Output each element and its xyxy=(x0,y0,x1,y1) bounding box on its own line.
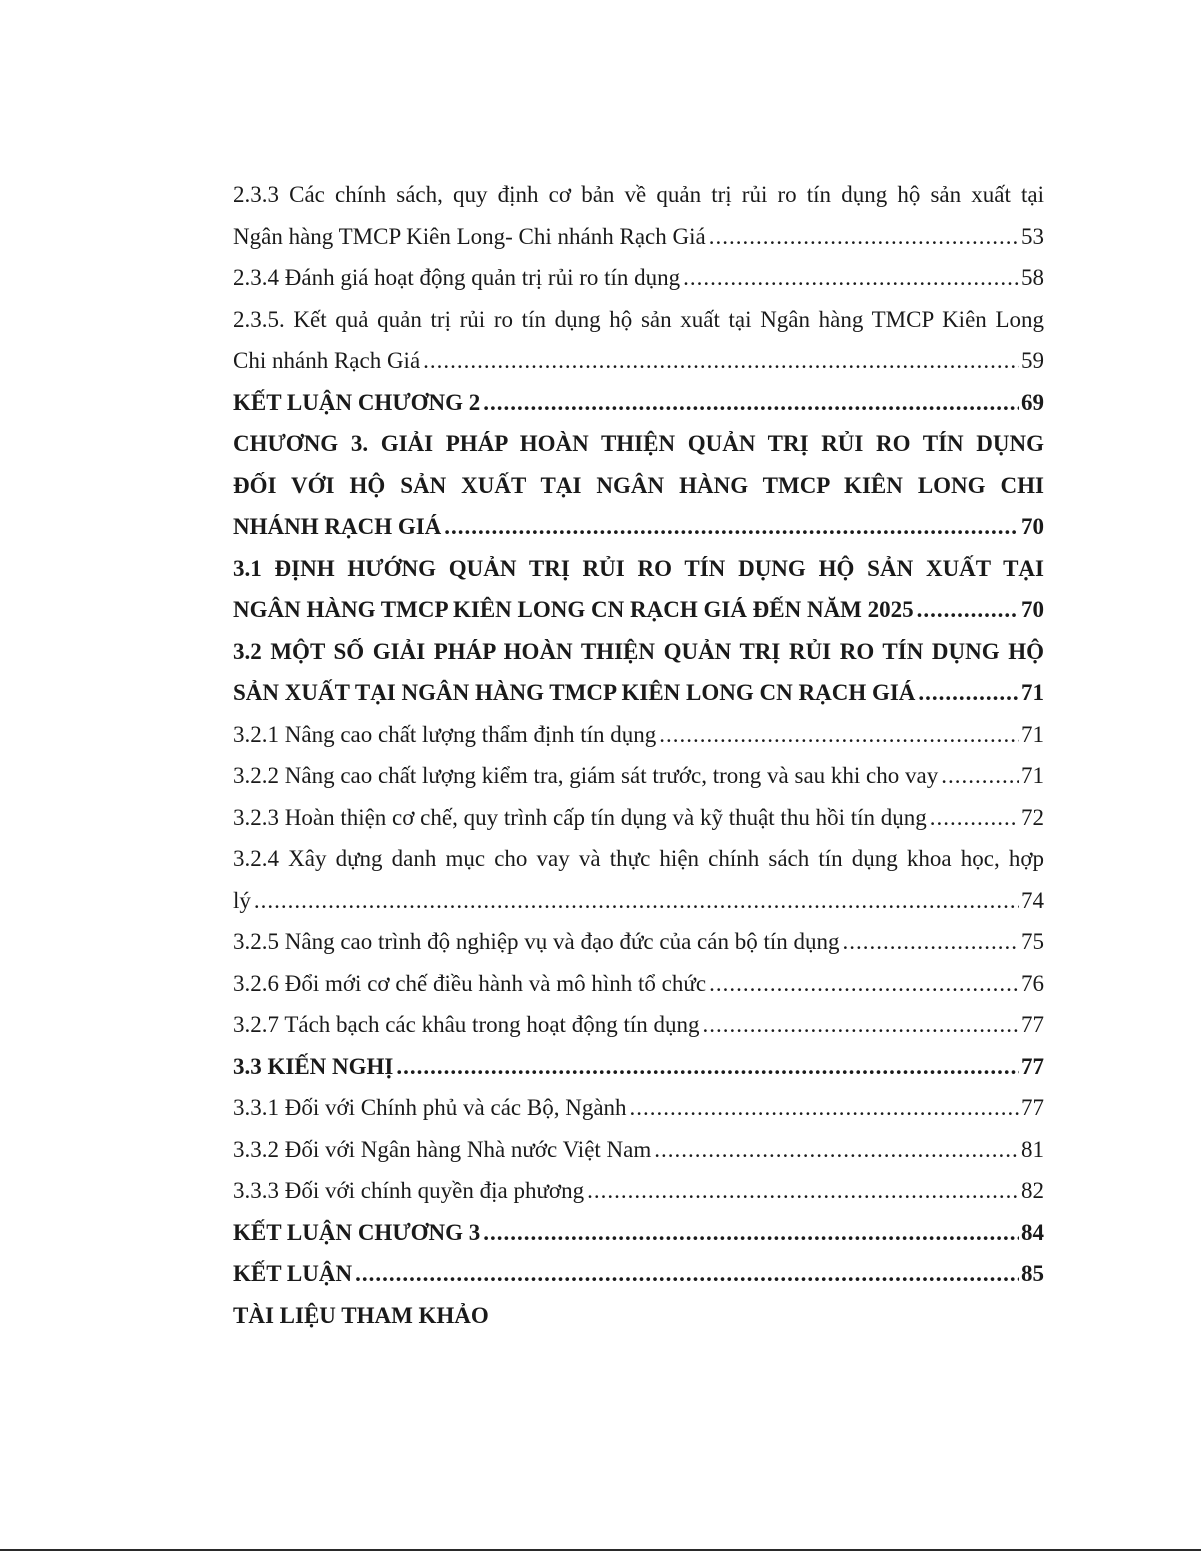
toc-entry[interactable] xyxy=(233,1004,1044,1046)
toc-entry-title[interactable]: 3.1 ĐỊNH HƯỚNG QUẢN TRỊ RỦI RO TÍN DỤNG HỘ SẢN XUẤT TẠI xyxy=(233,555,1044,581)
toc-entry[interactable] xyxy=(233,340,1044,382)
toc-entry-title: Chi nhánh Rạch Giá xyxy=(233,348,421,373)
toc-entry[interactable] xyxy=(233,1170,1044,1212)
toc-entry[interactable] xyxy=(233,714,1044,756)
toc-entry[interactable] xyxy=(233,1087,1044,1129)
toc-entry-title: 3.3.3 Đối với chính quyền địa phương xyxy=(233,1178,585,1203)
toc-entry-title[interactable]: TÀI LIỆU THAM KHẢO xyxy=(233,1302,489,1328)
toc-entry-title: 3.3.2 Đối với Ngân hàng Nhà nước Việt Nam xyxy=(233,1136,652,1162)
toc-entry-title: 3.2.1 Nâng cao chất lượng thẩm định tín dụng xyxy=(233,721,657,747)
toc-entry[interactable] xyxy=(233,921,1044,963)
dot-leader xyxy=(254,880,1019,922)
dot-leader xyxy=(683,257,1019,299)
toc-entry-page-number: 72 xyxy=(1021,804,1044,830)
toc-entry-title[interactable]: 3.2.4 Xây dựng danh mục cho vay và thực hiện chính sách tín dụng khoa học, hợp xyxy=(233,846,1044,871)
toc-entry-title: SẢN XUẤT TẠI NGÂN HÀNG TMCP KIÊN LONG CN RẠCH GIÁ xyxy=(233,680,916,705)
dot-leader xyxy=(444,506,1019,548)
dot-leader xyxy=(917,589,1019,631)
toc-entry-page-number: 77 xyxy=(1021,1053,1044,1079)
dot-leader xyxy=(702,1004,1019,1046)
table-of-contents xyxy=(233,174,1044,1336)
toc-entry-title[interactable]: 2.3.3 Các chính sách, quy định cơ bản về quản trị rủi ro tín dụng hộ sản xuất tại xyxy=(233,182,1044,207)
toc-entry-title: 3.2.5 Nâng cao trình độ nghiệp vụ và đạo đức của cán bộ tín dụng xyxy=(233,929,840,954)
dot-leader xyxy=(709,216,1019,258)
toc-entry[interactable] xyxy=(233,797,1044,839)
dot-leader xyxy=(659,714,1019,756)
toc-entry-page-number: 70 xyxy=(1021,514,1044,539)
toc-entry-page-number: 59 xyxy=(1021,348,1044,373)
toc-entry-title[interactable]: 2.3.5. Kết quả quản trị rủi ro tín dụng hộ sản xuất tại Ngân hàng TMCP Kiên Long xyxy=(233,306,1044,332)
dot-leader xyxy=(930,797,1019,839)
toc-entry[interactable] xyxy=(233,216,1044,258)
dot-leader xyxy=(483,1212,1019,1254)
toc-entry-page-number: 81 xyxy=(1021,1136,1044,1162)
dot-leader xyxy=(483,382,1019,424)
dot-leader xyxy=(842,921,1019,963)
toc-entry[interactable] xyxy=(233,755,1044,797)
toc-entry-title[interactable]: CHƯƠNG 3. GIẢI PHÁP HOÀN THIỆN QUẢN TRỊ RỦI RO TÍN DỤNG xyxy=(233,431,1044,456)
toc-entry[interactable] xyxy=(233,257,1044,299)
toc-entry-page-number: 82 xyxy=(1021,1178,1044,1203)
dot-leader xyxy=(630,1087,1019,1129)
dot-leader xyxy=(396,1046,1019,1088)
dot-leader xyxy=(654,1129,1019,1171)
toc-entry-page-number: 75 xyxy=(1021,929,1044,954)
toc-entry[interactable] xyxy=(233,1253,1044,1295)
toc-entry-title: NGÂN HÀNG TMCP KIÊN LONG CN RẠCH GIÁ ĐẾN NĂM 2025 xyxy=(233,597,914,622)
toc-entry-page-number: 77 xyxy=(1021,1012,1044,1037)
toc-entry-title: 3.2.7 Tách bạch các khâu trong hoạt động tín dụng xyxy=(233,1012,700,1037)
toc-entry-title: Ngân hàng TMCP Kiên Long- Chi nhánh Rạch Giá xyxy=(233,223,706,249)
dot-leader xyxy=(918,672,1019,714)
toc-entry-page-number: 74 xyxy=(1021,887,1044,913)
dot-leader xyxy=(709,963,1019,1005)
toc-entry-page-number: 71 xyxy=(1021,763,1044,788)
toc-entry[interactable] xyxy=(233,963,1044,1005)
dot-leader xyxy=(941,755,1019,797)
toc-entry-page-number: 71 xyxy=(1021,721,1044,747)
toc-entry[interactable] xyxy=(233,672,1044,714)
toc-entry[interactable] xyxy=(233,1129,1044,1171)
toc-entry-page-number: 71 xyxy=(1021,680,1044,705)
dot-leader xyxy=(355,1253,1019,1295)
toc-entry-page-number: 76 xyxy=(1021,970,1044,996)
toc-entry-title[interactable]: 3.2 MỘT SỐ GIẢI PHÁP HOÀN THIỆN QUẢN TRỊ RỦI RO TÍN DỤNG HỘ xyxy=(233,638,1044,664)
toc-entry-title: 3.3 KIẾN NGHỊ xyxy=(233,1053,394,1079)
toc-entry-page-number: 53 xyxy=(1021,223,1044,249)
toc-entry-title: 2.3.4 Đánh giá hoạt động quản trị rủi ro tín dụng xyxy=(233,265,681,290)
toc-entry-page-number: 84 xyxy=(1021,1219,1044,1245)
toc-entry-title: 3.3.1 Đối với Chính phủ và các Bộ, Ngành xyxy=(233,1095,627,1120)
dot-leader xyxy=(423,340,1019,382)
toc-entry[interactable] xyxy=(233,382,1044,424)
toc-entry-title: 3.2.6 Đổi mới cơ chế điều hành và mô hình tổ chức xyxy=(233,970,707,996)
toc-entry-title: NHÁNH RẠCH GIÁ xyxy=(233,514,442,539)
toc-entry-page-number: 77 xyxy=(1021,1095,1044,1120)
toc-entry[interactable] xyxy=(233,880,1044,922)
toc-entry-title: 3.2.3 Hoàn thiện cơ chế, quy trình cấp tín dụng và kỹ thuật thu hồi tín dụng xyxy=(233,804,927,830)
toc-entry[interactable] xyxy=(233,589,1044,631)
toc-entry-title: KẾT LUẬN CHƯƠNG 3 xyxy=(233,1219,481,1245)
page-bottom-edge xyxy=(0,1549,1201,1551)
toc-entry-title[interactable]: ĐỐI VỚI HỘ SẢN XUẤT TẠI NGÂN HÀNG TMCP KIÊN LONG CHI xyxy=(233,472,1044,498)
toc-entry-page-number: 69 xyxy=(1021,389,1044,415)
toc-entry[interactable] xyxy=(233,506,1044,548)
toc-entry-title: 3.2.2 Nâng cao chất lượng kiểm tra, giám sát trước, trong và sau khi cho vay xyxy=(233,763,939,788)
dot-leader xyxy=(587,1170,1019,1212)
toc-entry-title: KẾT LUẬN xyxy=(233,1261,353,1286)
toc-entry-page-number: 58 xyxy=(1021,265,1044,290)
toc-entry-title: lý xyxy=(233,887,251,913)
toc-entry[interactable] xyxy=(233,1212,1044,1254)
toc-entry[interactable] xyxy=(233,1046,1044,1088)
toc-entry-page-number: 70 xyxy=(1021,597,1044,622)
toc-entry-page-number: 85 xyxy=(1021,1261,1044,1286)
toc-entry-title: KẾT LUẬN CHƯƠNG 2 xyxy=(233,389,481,415)
